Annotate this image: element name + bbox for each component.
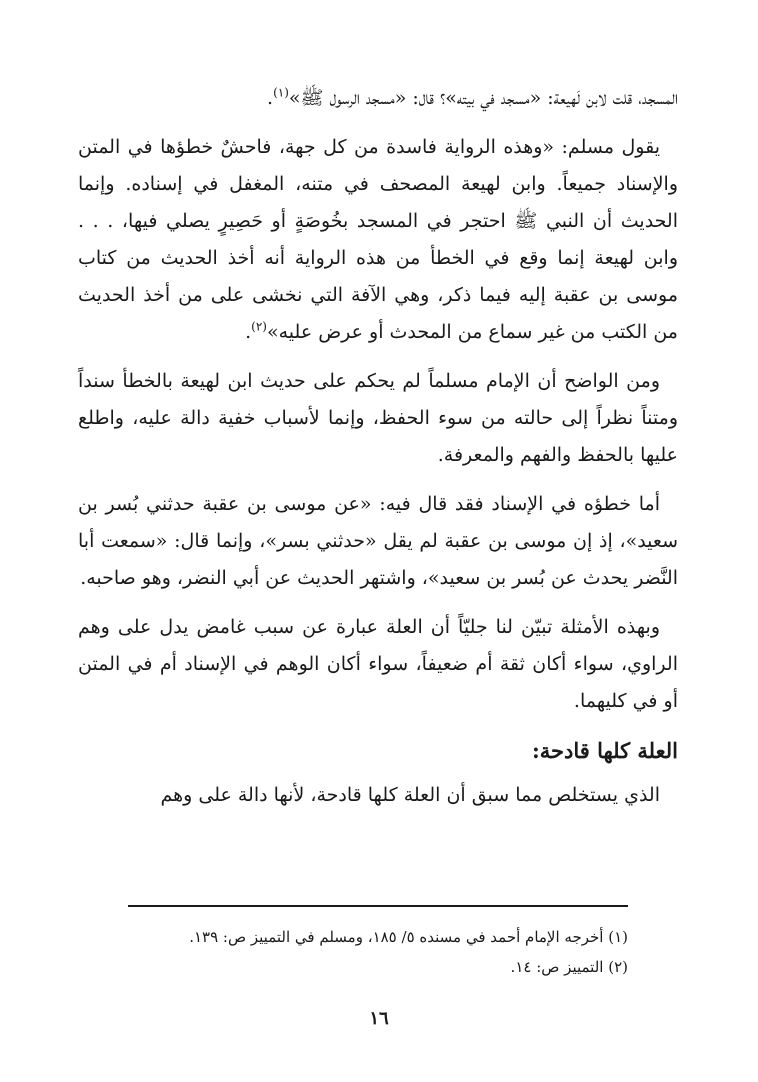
paragraph-2-tail: . xyxy=(245,321,252,343)
paragraph-1 xyxy=(78,80,678,117)
footnote-1: (١) أخرجه الإمام أحمد في مسنده ٥/ ١٨٥، ومسلم في التمييز ص: ١٣٩. xyxy=(189,928,628,946)
paragraph-3: ومن الواضح أن الإمام مسلماً لم يحكم على حديث ابن لهيعة بالخطأ سنداً ومتناً نظراً إلى حالته من سوء الحفظ، وإنما لأسباب خفية دالة عليه، واطلع عليها بالحفظ والفهم والمعرفة. xyxy=(78,370,678,466)
paragraph-1-text: المسجد، قلت لابن لَهيعة: «مسجد في بيته»؟ قال: «مسجد الرسول ﷺ» xyxy=(288,87,678,109)
paragraph-1-tail: . xyxy=(267,87,274,109)
footnote-ref-2: (٢) xyxy=(251,319,267,334)
paragraph-2 xyxy=(78,129,678,351)
paragraph-5: وبهذه الأمثلة تبيّن لنا جليّاً أن العلة عبارة عن سبب غامض يدل على وهم الراوي، سواء أكان ثقة أم ضعيفاً، سواء أكان الوهم في الإسناد أم في المتن أو في كليهما. xyxy=(78,616,678,712)
section-heading: العلة كلها قادحة: xyxy=(531,738,678,763)
body-text xyxy=(78,80,678,826)
paragraph-4: أما خطؤه في الإسناد فقد قال فيه: «عن موسى بن عقبة حدثني بُسر بن سعيد»، إذ إن موسى بن عقبة لم يقل «حدثني بسر»، وإنما قال: «سمعت أبا النَّضر يحدث عن بُسر بن سعيد»، واشتهر الحديث عن أبي النضر، وهو صاحبه. xyxy=(78,493,678,589)
footnote-ref-1: (١) xyxy=(273,85,289,100)
footnotes xyxy=(128,922,628,982)
paragraph-6: الذي يستخلص مما سبق أن العلة كلها قادحة، لأنها دالة على وهم xyxy=(160,784,660,806)
footnote-2: (٢) التمييز ص: ١٤. xyxy=(510,958,628,976)
page-number: ١٦ xyxy=(369,1008,389,1029)
footnote-divider xyxy=(128,905,628,907)
paragraph-2-text: يقول مسلم: «وهذه الرواية فاسدة من كل جهة، فاحشٌ خطؤها في المتن والإسناد جميعاً. وابن لهيعة المصحف في متنه، المغفل في إسناده. وإنما الحديث أن النبي ﷺ احتجر في المسجد بخُوصَةٍ أو حَصِيرٍ يصلي فيها، . . . وابن لهيعة إنما وقع في الخطأ من هذه الرواية أنه أخذ الحديث من كتاب موسى بن عقبة إليه فيما ذكر، وهي الآفة التي نخشى على من أخذ الحديث من الكتب من غير سماع من المحدث أو عرض عليه» xyxy=(78,136,678,343)
